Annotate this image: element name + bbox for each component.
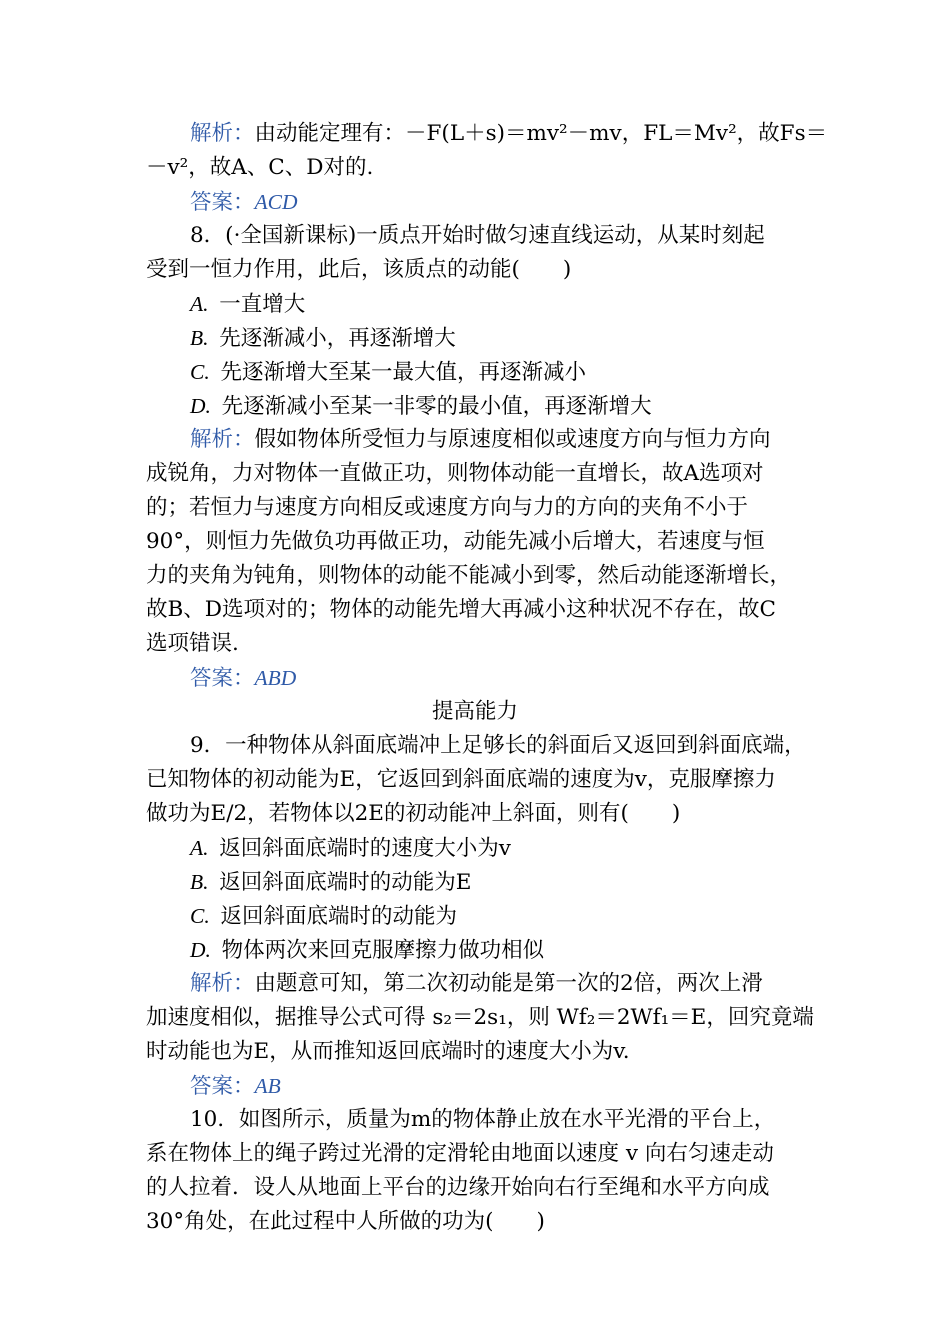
q7-answer: [190, 185, 298, 220]
analysis-text: 由动能定理有：－F(L＋s)＝mv²－mv，FL＝Mv²，故Fs＝: [254, 121, 828, 146]
q9-option-d: [190, 933, 544, 968]
q7-analysis-line: －v²，故A、C、D对的.: [146, 155, 374, 180]
q9-option-a: [190, 831, 511, 866]
option-letter: C.: [190, 360, 210, 384]
answer-label: 答案：: [190, 190, 255, 215]
q8-analysis-line: 成锐角，力对物体一直做正功，则物体动能一直增长，故A选项对: [146, 461, 764, 486]
option-text: 先逐渐减小至某一非零的最小值，再逐渐增大: [221, 394, 652, 419]
q9-analysis-line: 加速度相似，据推导公式可得 s₂＝2s₁，则 Wf₂＝2Wf₁＝E，回究竟端: [146, 1005, 814, 1030]
option-text: 返回斜面底端时的速度大小为v: [219, 836, 511, 861]
option-letter: D.: [190, 938, 211, 962]
q8-answer: [190, 661, 296, 696]
q9-stem-line: 已知物体的初动能为E，它返回到斜面底端的速度为v，克服摩擦力: [146, 767, 776, 792]
option-text: 物体两次来回克服摩擦力做功相似: [221, 938, 545, 963]
q7-analysis-line: [190, 117, 827, 151]
option-text: 返回斜面底端时的动能为: [220, 904, 457, 929]
q10-stem-line: 30°角处，在此过程中人所做的功为( ): [146, 1209, 545, 1234]
option-letter: D.: [190, 394, 211, 418]
q9-option-c: [190, 899, 457, 934]
q10-stem-line: 的人拉着．设人从地面上平台的边缘开始向右行至绳和水平方向成: [146, 1175, 770, 1200]
answer-value: ABD: [254, 666, 297, 690]
analysis-label: 解析：: [190, 427, 255, 452]
answer-label: 答案：: [190, 666, 255, 691]
q9-stem-line: 9．一种物体从斜面底端冲上足够长的斜面后又返回到斜面底端，: [190, 733, 806, 758]
q9-analysis-line: [190, 967, 763, 1001]
q8-analysis-line: 的；若恒力与速度方向相反或速度方向与力的方向的夹角不小于: [146, 495, 749, 520]
option-text: 先逐渐增大至某一最大值，再逐渐减小: [220, 360, 586, 385]
q8-analysis-line: 力的夹角为钝角，则物体的动能不能减小到零，然后动能逐渐增长，: [146, 563, 792, 588]
answer-value: ACD: [254, 190, 298, 214]
q8-analysis-line: 选项错误.: [146, 631, 239, 656]
analysis-label: 解析：: [190, 971, 255, 996]
q9-stem-line: 做功为E/2，若物体以2E的初动能冲上斜面，则有( ): [146, 801, 681, 826]
option-text: 先逐渐减小，再逐渐增大: [219, 326, 456, 351]
q10-stem-line: 系在物体上的绳子跨过光滑的定滑轮由地面以速度 v 向右匀速走动: [146, 1141, 774, 1166]
q8-option-d: [190, 389, 652, 424]
q8-stem-line: 8．(·全国新课标)一质点开始时做匀速直线运动，从某时刻起: [190, 223, 765, 248]
analysis-label: 解析：: [190, 121, 255, 146]
q8-option-c: [190, 355, 586, 390]
answer-label: 答案：: [190, 1074, 255, 1099]
q9-option-b: [190, 865, 471, 900]
q8-analysis-line: [190, 423, 771, 457]
analysis-text: 由题意可知，第二次初动能是第一次的2倍，两次上滑: [254, 971, 763, 996]
q8-analysis-line: 90°，则恒力先做负功再做正功，动能先减小后增大，若速度与恒: [146, 529, 765, 554]
option-letter: A.: [190, 292, 209, 316]
analysis-text: 假如物体所受恒力与原速度相似或速度方向与恒力方向: [254, 427, 771, 452]
q8-option-a: [190, 287, 305, 322]
q8-option-b: [190, 321, 456, 356]
q8-analysis-line: 故B、D选项对的；物体的动能先增大再减小这种状况不存在，故C: [146, 597, 776, 622]
q9-analysis-line: 时动能也为E，从而推知返回底端时的速度大小为v.: [146, 1039, 630, 1064]
q10-stem-line: 10．如图所示，质量为m的物体静止放在水平光滑的平台上，: [190, 1107, 776, 1132]
answer-value: AB: [254, 1074, 281, 1098]
option-letter: A.: [190, 836, 209, 860]
q9-answer: [190, 1069, 281, 1104]
option-text: 一直增大: [219, 292, 306, 317]
option-letter: B.: [190, 870, 209, 894]
option-letter: B.: [190, 326, 209, 350]
q8-stem-line: 受到一恒力作用，此后，该质点的动能( ): [146, 257, 572, 282]
option-letter: C.: [190, 904, 210, 928]
option-text: 返回斜面底端时的动能为E: [219, 870, 472, 895]
section-title: 提高能力: [431, 699, 518, 724]
